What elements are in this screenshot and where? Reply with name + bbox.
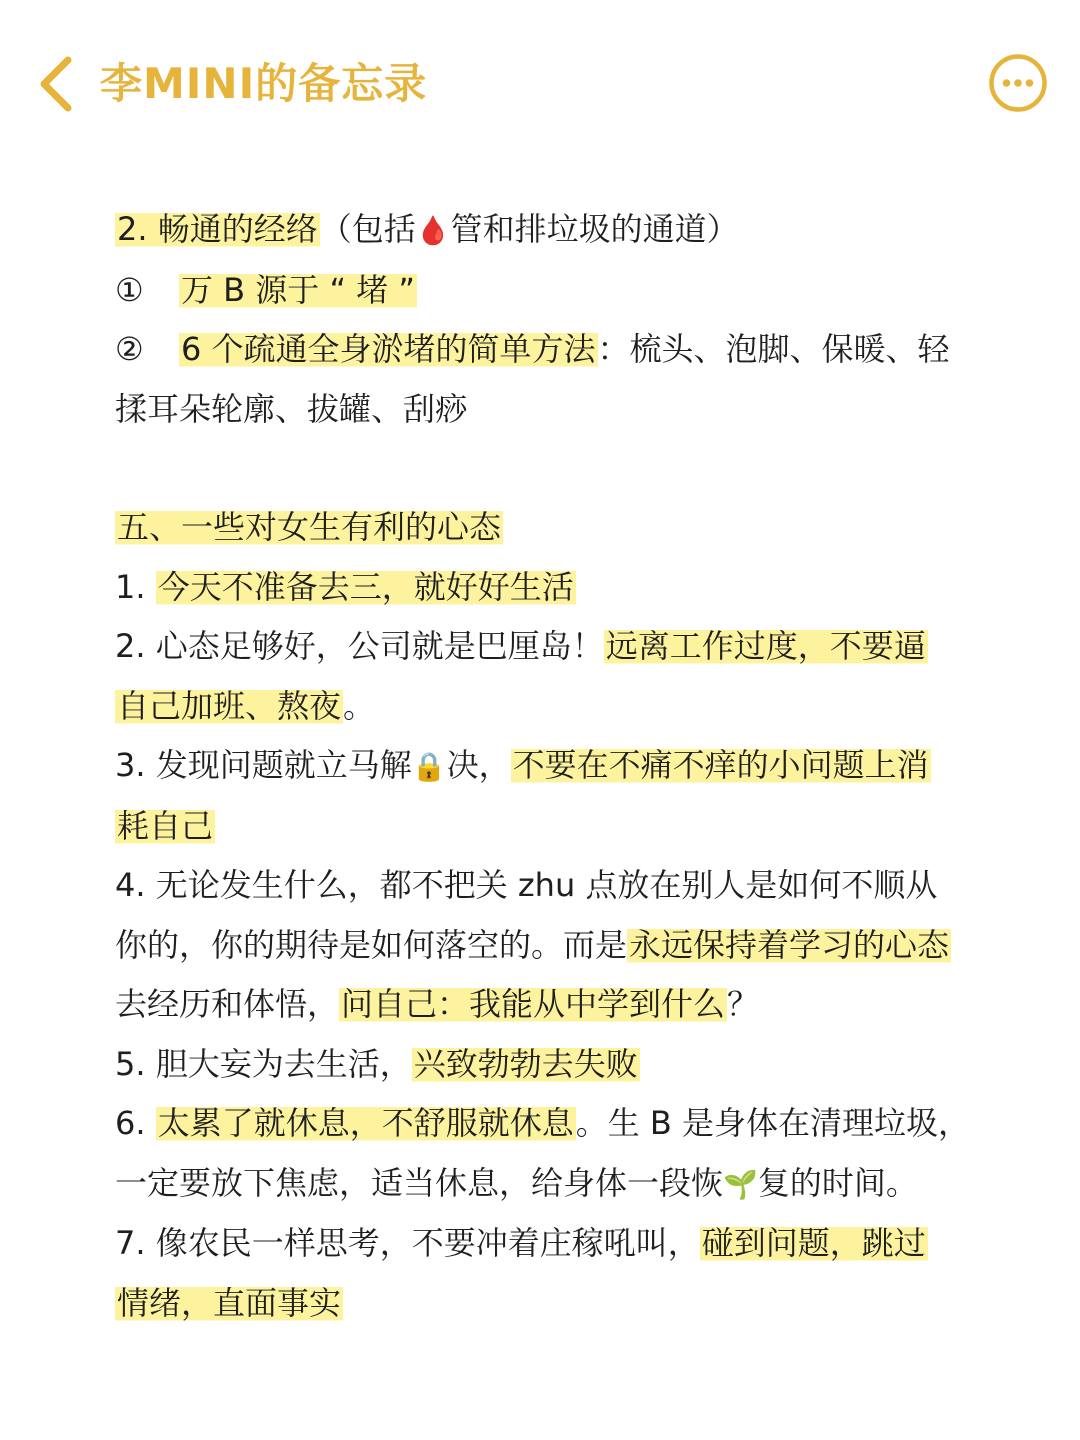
text: 揉耳朵轮廓、拔罐、刮痧 xyxy=(115,389,468,428)
mindset-item-2 xyxy=(115,617,965,677)
highlight: 远离工作过度，不要逼 xyxy=(605,627,926,665)
section-5-heading xyxy=(115,498,965,558)
chevron-left-icon xyxy=(32,52,88,116)
highlight: 2. 畅通的经络 xyxy=(117,210,318,248)
text: 4. 无论发生什么，都不把关 zhu 点放在别人是如何不顺从 xyxy=(115,866,938,904)
mindset-item-2-continued xyxy=(115,677,965,737)
text: 5. 胆大妄为去生活， xyxy=(115,1044,412,1083)
text: （包括 xyxy=(319,210,416,248)
more-options-button[interactable] xyxy=(988,53,1048,113)
highlight: 五、一些对女生有利的心态 xyxy=(117,508,502,546)
mindset-item-3-continued xyxy=(115,797,965,857)
text: 2. 心态足够好，公司就是巴厘岛！ xyxy=(115,627,604,665)
sub-item-2-continued xyxy=(115,380,965,440)
text: 7. 像农民一样思考，不要冲着庄稼吼叫， xyxy=(115,1224,700,1262)
top-bar xyxy=(0,0,1080,170)
highlight: 今天不准备去三，就好好生活 xyxy=(157,567,574,606)
text: 。 xyxy=(343,686,376,725)
list-number: ① xyxy=(115,270,144,309)
text: ：梳头、泡脚、保暖、轻 xyxy=(597,330,950,368)
text: 你的，你的期待是如何落空的。而是 xyxy=(115,925,628,964)
text: 一定要放下焦虑，适当休息，给身体一段恢 xyxy=(115,1163,724,1202)
text: 复的时间。 xyxy=(757,1163,918,1202)
mindset-item-6 xyxy=(115,1094,971,1154)
mindset-item-7-continued xyxy=(115,1274,965,1334)
mindset-item-3 xyxy=(115,736,965,797)
highlight: 6 个疏通全身淤堵的简单方法 xyxy=(181,330,596,368)
text: 1. xyxy=(115,567,156,606)
highlight: 太累了就休息，不舒服就休息 xyxy=(157,1104,574,1142)
text: 6. xyxy=(115,1104,156,1142)
text: 3. 发现问题就立马解 xyxy=(115,746,412,784)
mindset-item-6-continued xyxy=(115,1154,965,1215)
list-number: ② xyxy=(115,330,144,368)
blood-drop-icon: 🩸 xyxy=(415,214,451,247)
spacer xyxy=(115,439,965,498)
mindset-item-4-continued xyxy=(115,975,965,1035)
mindset-item-1 xyxy=(115,558,965,618)
more-horizontal-icon xyxy=(988,53,1048,113)
highlight: 自己加班、熬夜 xyxy=(117,686,342,725)
text: ？ xyxy=(727,985,760,1023)
highlight: 万 B 源于 “ 堵 ” xyxy=(181,270,415,309)
lock-icon: 🔒 xyxy=(411,750,447,783)
highlight: 碰到问题，跳过 xyxy=(701,1224,926,1262)
section-4-item-2-heading xyxy=(115,200,965,261)
mindset-item-5 xyxy=(115,1035,965,1095)
note-body[interactable] xyxy=(115,200,971,1333)
mindset-item-4-continued xyxy=(115,916,965,976)
highlight: 问自己：我能从中学到什么 xyxy=(341,985,726,1023)
text: 。生 B 是身体在清理垃圾， xyxy=(575,1104,971,1142)
mindset-item-7 xyxy=(115,1214,965,1274)
highlight: 不要在不痛不痒的小问题上消 xyxy=(512,746,929,784)
mindset-item-4 xyxy=(115,856,965,916)
back-button[interactable] xyxy=(32,52,88,116)
highlight: 耗自己 xyxy=(117,806,214,845)
sprout-icon: 🌱 xyxy=(723,1167,758,1201)
sub-item-2 xyxy=(115,320,965,380)
text: 决， xyxy=(446,746,511,784)
note-title: 李MINI的备忘录 xyxy=(100,59,428,108)
text: 去经历和体悟， xyxy=(115,985,340,1023)
sub-item-1 xyxy=(115,261,965,321)
highlight: 情绪，直面事实 xyxy=(117,1283,342,1322)
highlight: 兴致勃勃去失败 xyxy=(413,1044,638,1083)
highlight: 永远保持着学习的心态 xyxy=(629,925,950,964)
text: 管和排垃圾的通道） xyxy=(450,210,739,248)
